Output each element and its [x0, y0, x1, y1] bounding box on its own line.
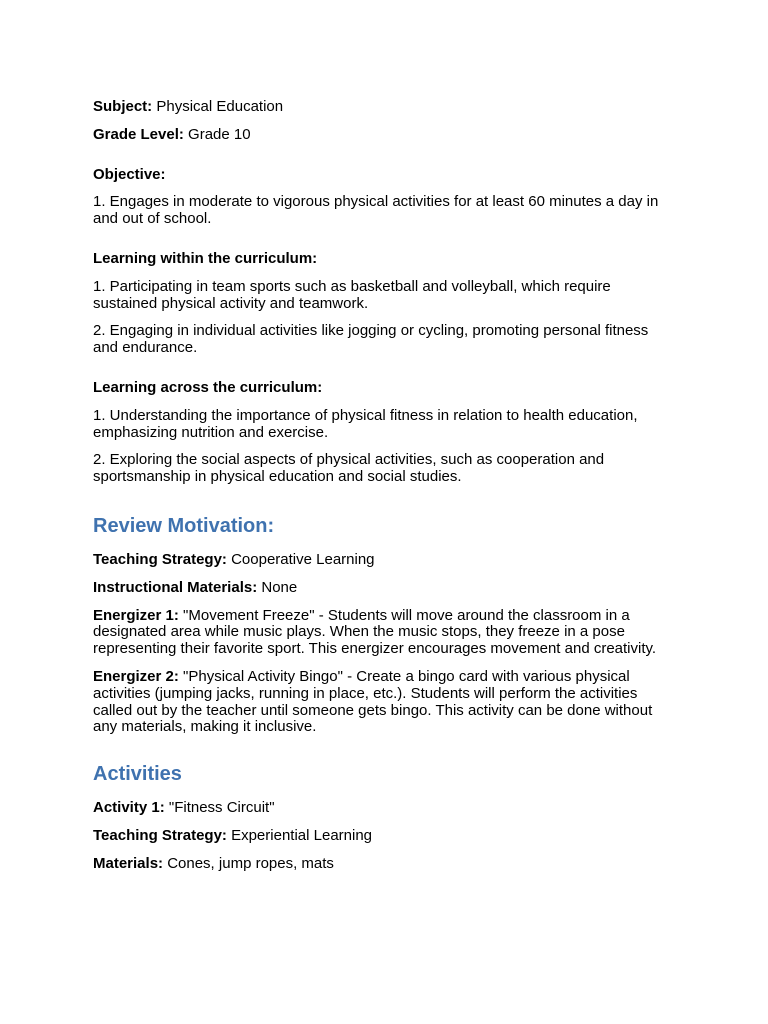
across-curriculum-item-1: 1. Understanding the importance of physical fitness in relation to health education, emphasizing nutrition and exercise. — [93, 406, 638, 441]
subject-line — [93, 99, 672, 116]
instructional-materials-value: None — [257, 578, 298, 596]
teaching-strategy-line — [93, 552, 672, 569]
activity-1-strategy-label: Teaching Strategy: — [93, 826, 227, 844]
teaching-strategy-label: Teaching Strategy: — [93, 550, 227, 568]
across-curriculum-item-2: 2. Exploring the social aspects of physical activities, such as cooperation and sportsmanship in physical education and social studies. — [93, 451, 605, 486]
activities-heading: Activities — [93, 763, 182, 786]
across-curriculum-heading-text: Learning across the curriculum: — [93, 378, 323, 396]
instructional-materials-line — [93, 580, 672, 597]
instructional-materials-label: Instructional Materials: — [93, 578, 258, 596]
activity-1-line — [93, 800, 672, 817]
subject-value: Physical Education — [152, 98, 284, 115]
activity-1-materials-value: Cones, jump ropes, mats — [163, 854, 334, 872]
energizer-2-text: "Physical Activity Bingo" - Create a bingo card with various physical activities (jumping jacks, running in place, etc.). Students will perform the activities called out by the teacher until someone gets bingo. This activity can be done without any materials, making it inclusive. — [93, 667, 653, 736]
within-curriculum-heading — [93, 251, 672, 268]
grade-level-label: Grade Level: — [93, 125, 184, 143]
grade-level-line — [93, 127, 672, 144]
grade-level-value: Grade 10 — [183, 125, 251, 143]
within-curriculum-item-1: 1. Participating in team sports such as basketball and volleyball, which require sustained physical activity and teamwork. — [93, 277, 611, 312]
activity-1-materials-label: Materials: — [93, 854, 164, 872]
across-curriculum-heading — [93, 380, 672, 397]
energizer-1-paragraph — [93, 608, 672, 658]
activity-1-label: Activity 1: — [93, 799, 165, 817]
energizer-1-text: "Movement Freeze" - Students will move around the classroom in a designated area while music plays. When the music stops, they freeze in a pose representing their favorite sport. This energizer encourages movement and creativity. — [93, 606, 657, 658]
objective-heading-text: Objective: — [93, 165, 166, 183]
teaching-strategy-value: Cooperative Learning — [226, 550, 375, 568]
objective-item-1: 1. Engages in moderate to vigorous physical activities for at least 60 minutes a day in and out of school. — [93, 193, 659, 228]
within-curriculum-heading-text: Learning within the curriculum: — [93, 249, 318, 267]
energizer-1-label: Energizer 1: — [93, 606, 179, 624]
review-motivation-heading: Review Motivation: — [93, 514, 275, 537]
activity-1-strategy-line — [93, 828, 672, 845]
activity-1-strategy-value: Experiential Learning — [226, 826, 373, 844]
energizer-2-label: Energizer 2: — [93, 667, 179, 685]
objective-heading — [93, 167, 672, 184]
activity-1-materials-line — [93, 856, 672, 873]
activity-1-value: "Fitness Circuit" — [164, 799, 275, 817]
within-curriculum-item-2: 2. Engaging in individual activities like jogging or cycling, promoting personal fitness and endurance. — [93, 322, 649, 357]
subject-label: Subject: — [93, 98, 153, 115]
energizer-2-paragraph — [93, 669, 672, 736]
